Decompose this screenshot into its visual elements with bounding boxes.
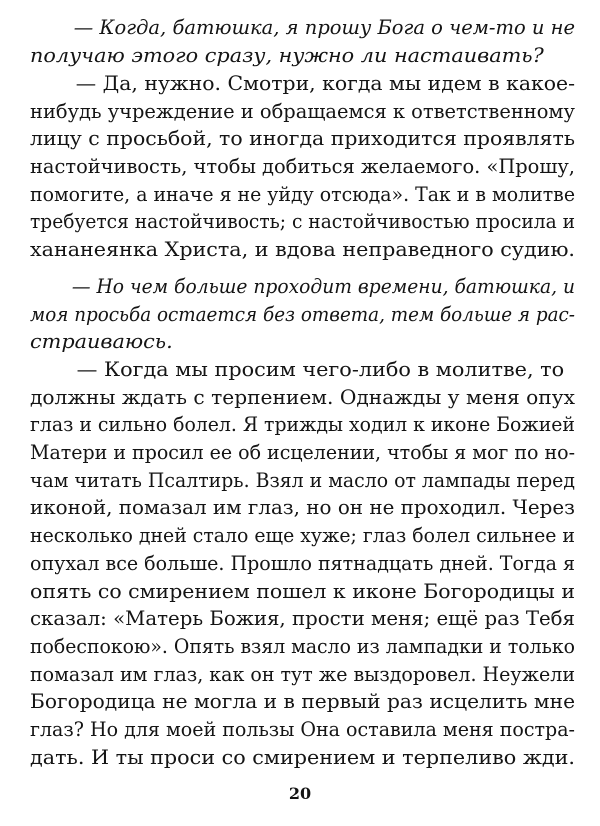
text-line: получаю этого сразу, нужно ли настаивать? — [30, 43, 544, 67]
text-line: несколько дней стало еще хуже; глаз болел сильнее и — [30, 524, 576, 548]
text-line: должны ждать с терпением. Однажды у меня опух — [30, 385, 576, 409]
text-line: Богородица не могла и в первый раз исцелить мне — [30, 690, 576, 714]
question-paragraph — [30, 273, 575, 356]
text-line: настойчивость, чтобы добиться желаемого. «Прошу, — [30, 155, 575, 179]
text-line: опять со смирением пошел к иконе Богородицы и — [30, 579, 575, 603]
text-line: — Да, нужно. Смотри, когда мы идем в какое- — [75, 72, 575, 95]
text-line: страиваюсь. — [30, 330, 173, 354]
answer-paragraph — [30, 356, 575, 771]
text-line: опухал все больше. Прошло пятнадцать дней. Тогда я — [30, 551, 575, 575]
page-number: 20 — [288, 784, 312, 803]
text-line: глаз? Но для моей пользы Она оставила меня постра- — [30, 717, 575, 741]
text-line: побеспокою». Опять взял масло из лампадки и только — [30, 634, 575, 658]
text-line: лицу с просьбой, то иногда приходится проявлять — [30, 127, 575, 151]
text-line: — Когда, батюшка, я прошу Бога о чем-то и не — [73, 16, 575, 39]
text-line: требуется настойчивость; с настойчивостью просила и — [30, 210, 576, 234]
text-line: иконой, помазал им глаз, но он не проходил. Через — [30, 496, 575, 520]
text-line: сказал: «Матерь Божия, прости меня; ещё раз Тебя — [30, 607, 576, 631]
question-paragraph — [30, 14, 575, 69]
answer-paragraph — [30, 70, 575, 264]
text-line: моя просьба остается без ответа, тем больше я рас- — [30, 302, 575, 326]
text-line: чам читать Псалтирь. Взял и масло от лампады перед — [30, 468, 575, 492]
text-line: помазал им глаз, как он тут же выздоровел. Неужели — [30, 662, 576, 686]
text-line: — Когда мы просим чего-либо в молитве, то — [76, 358, 565, 381]
text-line: помогите, а иначе я не уйду отсюда». Так и в молитве — [30, 182, 576, 206]
text-line: Матери и просил ее об исцелении, чтобы я мог по но- — [30, 441, 576, 465]
text-line: глаз и сильно болел. Я трижды ходил к иконе Божией — [30, 413, 575, 437]
text-line: — Но чем больше проходит времени, батюшка, и — [71, 275, 575, 298]
text-line: хананеянка Христа, и вдова неправедного судию. — [30, 238, 575, 262]
text-line: нибудь учреждение и обращаемся к ответственному — [30, 99, 575, 123]
text-line: дать. И ты проси со смирением и терпеливо жди. — [30, 745, 576, 769]
